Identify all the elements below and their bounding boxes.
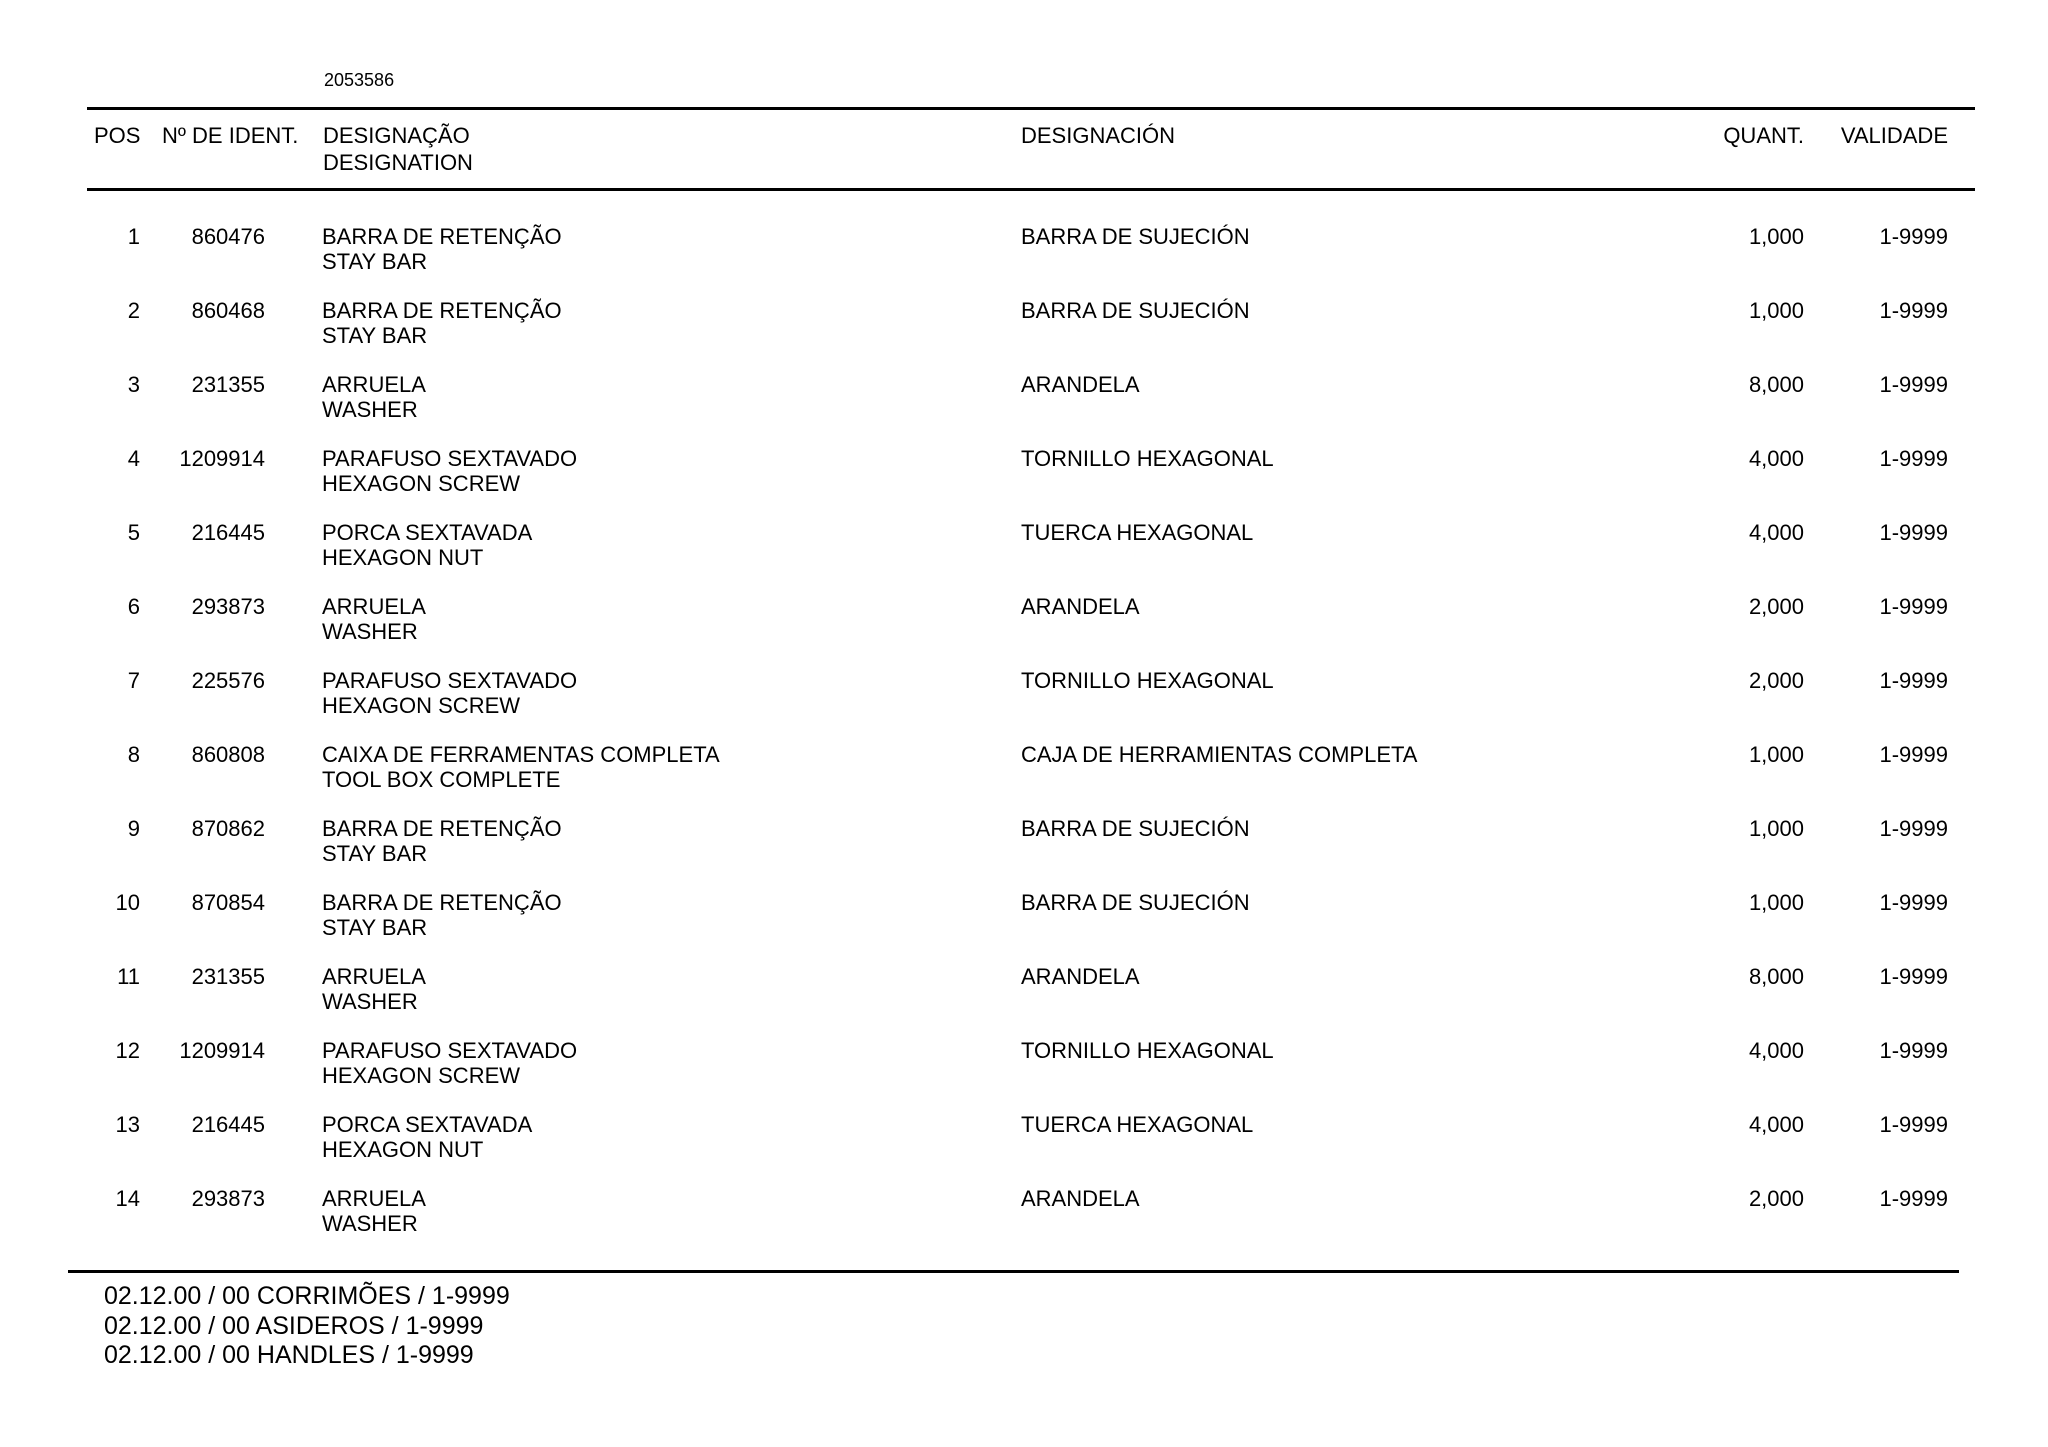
cell-quantity: 4,000 bbox=[1748, 520, 1804, 545]
cell-designation-en: STAY BAR bbox=[322, 841, 428, 866]
header-designation-pt-en bbox=[323, 122, 473, 176]
cell-validity: 1-9999 bbox=[1879, 964, 1948, 989]
cell-designation-es: BARRA DE SUJECIÓN bbox=[1021, 816, 1250, 841]
cell-ident: 1209914 bbox=[179, 446, 265, 471]
cell-pos: 11 bbox=[117, 964, 140, 989]
cell-designation-en: HEXAGON SCREW bbox=[322, 1063, 521, 1088]
cell-designation-es: BARRA DE SUJECIÓN bbox=[1021, 890, 1250, 915]
bottom-rule bbox=[68, 1270, 1959, 1273]
cell-validity: 1-9999 bbox=[1879, 372, 1948, 397]
header-designation-pt: DESIGNAÇÃO bbox=[323, 123, 470, 148]
cell-validity: 1-9999 bbox=[1879, 446, 1948, 471]
cell-designation-pt-en bbox=[322, 298, 1002, 348]
cell-designation-pt: PARAFUSO SEXTAVADO bbox=[322, 1038, 578, 1063]
parts-table-body bbox=[0, 224, 2048, 1260]
cell-ident: 231355 bbox=[191, 964, 265, 989]
cell-pos: 4 bbox=[127, 446, 140, 471]
cell-validity: 1-9999 bbox=[1879, 520, 1948, 545]
cell-designation-es: BARRA DE SUJECIÓN bbox=[1021, 224, 1250, 249]
cell-quantity: 8,000 bbox=[1748, 372, 1804, 397]
cell-ident: 216445 bbox=[191, 1112, 265, 1137]
cell-designation-pt-en bbox=[322, 372, 1002, 422]
footer-references bbox=[104, 1282, 510, 1371]
header-designation-en: DESIGNATION bbox=[323, 150, 473, 175]
table-row bbox=[0, 1112, 2048, 1186]
cell-designation-pt: PORCA SEXTAVADA bbox=[322, 520, 533, 545]
cell-designation-en: STAY BAR bbox=[322, 915, 428, 940]
cell-designation-en: TOOL BOX COMPLETE bbox=[322, 767, 561, 792]
table-row bbox=[0, 520, 2048, 594]
cell-designation-es: ARANDELA bbox=[1021, 372, 1140, 397]
table-row bbox=[0, 1038, 2048, 1112]
cell-quantity: 4,000 bbox=[1748, 1112, 1804, 1137]
cell-designation-es: TORNILLO HEXAGONAL bbox=[1021, 446, 1274, 471]
cell-ident: 870862 bbox=[191, 816, 265, 841]
top-rule bbox=[87, 107, 1975, 110]
cell-validity: 1-9999 bbox=[1879, 1186, 1948, 1211]
cell-quantity: 8,000 bbox=[1748, 964, 1804, 989]
footer-line: 02.12.00 / 00 HANDLES / 1-9999 bbox=[104, 1341, 474, 1369]
cell-validity: 1-9999 bbox=[1879, 1112, 1948, 1137]
cell-designation-pt: BARRA DE RETENÇÃO bbox=[322, 890, 562, 915]
cell-pos: 13 bbox=[115, 1112, 140, 1137]
cell-quantity: 2,000 bbox=[1748, 594, 1804, 619]
cell-pos: 9 bbox=[127, 816, 140, 841]
table-row bbox=[0, 594, 2048, 668]
cell-quantity: 4,000 bbox=[1748, 446, 1804, 471]
cell-designation-pt-en bbox=[322, 446, 1002, 496]
cell-designation-en: WASHER bbox=[322, 619, 418, 644]
cell-pos: 1 bbox=[127, 224, 140, 249]
cell-designation-es: ARANDELA bbox=[1021, 1186, 1140, 1211]
header-validity: VALIDADE bbox=[1840, 123, 1948, 148]
cell-designation-pt-en bbox=[322, 520, 1002, 570]
cell-designation-en: WASHER bbox=[322, 989, 418, 1014]
cell-validity: 1-9999 bbox=[1879, 224, 1948, 249]
cell-designation-pt: PARAFUSO SEXTAVADO bbox=[322, 668, 578, 693]
header-pos: POS bbox=[94, 123, 141, 148]
cell-ident: 216445 bbox=[191, 520, 265, 545]
cell-designation-pt-en bbox=[322, 890, 1002, 940]
cell-validity: 1-9999 bbox=[1879, 594, 1948, 619]
cell-designation-pt-en bbox=[322, 816, 1002, 866]
cell-designation-en: HEXAGON SCREW bbox=[322, 693, 521, 718]
table-row bbox=[0, 890, 2048, 964]
cell-designation-pt-en bbox=[322, 964, 1002, 1014]
table-row bbox=[0, 964, 2048, 1038]
cell-designation-es: TORNILLO HEXAGONAL bbox=[1021, 668, 1274, 693]
cell-designation-pt-en bbox=[322, 1112, 1002, 1162]
cell-designation-es: ARANDELA bbox=[1021, 964, 1140, 989]
cell-designation-en: HEXAGON NUT bbox=[322, 1137, 484, 1162]
cell-designation-pt: ARRUELA bbox=[322, 964, 426, 989]
table-row bbox=[0, 446, 2048, 520]
cell-pos: 5 bbox=[127, 520, 140, 545]
footer-line: 02.12.00 / 00 ASIDEROS / 1-9999 bbox=[104, 1311, 484, 1340]
cell-ident: 293873 bbox=[191, 594, 265, 619]
document-number: 2053586 bbox=[324, 70, 395, 90]
cell-quantity: 2,000 bbox=[1748, 668, 1804, 693]
cell-validity: 1-9999 bbox=[1879, 298, 1948, 323]
cell-designation-es: BARRA DE SUJECIÓN bbox=[1021, 298, 1250, 323]
cell-ident: 860468 bbox=[191, 298, 265, 323]
cell-validity: 1-9999 bbox=[1879, 816, 1948, 841]
cell-pos: 6 bbox=[127, 594, 140, 619]
cell-designation-pt: ARRUELA bbox=[322, 1186, 426, 1211]
cell-designation-pt: PORCA SEXTAVADA bbox=[322, 1112, 533, 1137]
cell-designation-es: CAJA DE HERRAMIENTAS COMPLETA bbox=[1021, 742, 1418, 767]
cell-pos: 7 bbox=[127, 668, 140, 693]
header-quantity: QUANT. bbox=[1723, 123, 1804, 148]
cell-ident: 860808 bbox=[191, 742, 265, 767]
cell-designation-pt-en bbox=[322, 1186, 1002, 1236]
cell-designation-en: WASHER bbox=[322, 397, 418, 422]
cell-ident: 1209914 bbox=[179, 1038, 265, 1063]
table-row bbox=[0, 742, 2048, 816]
cell-designation-pt-en bbox=[322, 224, 1002, 274]
cell-designation-en: STAY BAR bbox=[322, 249, 428, 274]
table-row bbox=[0, 816, 2048, 890]
cell-designation-pt: BARRA DE RETENÇÃO bbox=[322, 816, 562, 841]
cell-designation-pt: BARRA DE RETENÇÃO bbox=[322, 298, 562, 323]
cell-pos: 8 bbox=[127, 742, 140, 767]
cell-quantity: 1,000 bbox=[1748, 224, 1804, 249]
footer-line: 02.12.00 / 00 CORRIMÕES / 1-9999 bbox=[104, 1282, 510, 1310]
cell-quantity: 2,000 bbox=[1748, 1186, 1804, 1211]
cell-designation-pt: ARRUELA bbox=[322, 372, 426, 397]
header-designation-es: DESIGNACIÓN bbox=[1021, 123, 1176, 148]
cell-pos: 3 bbox=[127, 372, 140, 397]
header-rule bbox=[87, 188, 1975, 191]
cell-ident: 231355 bbox=[191, 372, 265, 397]
cell-designation-pt: ARRUELA bbox=[322, 594, 426, 619]
cell-designation-pt-en bbox=[322, 1038, 1002, 1088]
table-row bbox=[0, 372, 2048, 446]
cell-designation-es: ARANDELA bbox=[1021, 594, 1140, 619]
cell-quantity: 1,000 bbox=[1748, 816, 1804, 841]
cell-ident: 860476 bbox=[191, 224, 265, 249]
cell-validity: 1-9999 bbox=[1879, 742, 1948, 767]
cell-designation-en: HEXAGON NUT bbox=[322, 545, 484, 570]
cell-pos: 2 bbox=[127, 298, 140, 323]
cell-designation-es: TUERCA HEXAGONAL bbox=[1021, 520, 1254, 545]
cell-designation-en: HEXAGON SCREW bbox=[322, 471, 521, 496]
cell-quantity: 1,000 bbox=[1748, 298, 1804, 323]
cell-designation-pt: CAIXA DE FERRAMENTAS COMPLETA bbox=[322, 742, 720, 767]
table-row bbox=[0, 1186, 2048, 1260]
cell-validity: 1-9999 bbox=[1879, 668, 1948, 693]
cell-pos: 14 bbox=[115, 1186, 140, 1211]
cell-designation-en: WASHER bbox=[322, 1211, 418, 1236]
cell-ident: 225576 bbox=[191, 668, 265, 693]
cell-ident: 870854 bbox=[191, 890, 265, 915]
cell-validity: 1-9999 bbox=[1879, 1038, 1948, 1063]
table-row bbox=[0, 224, 2048, 298]
cell-designation-pt-en bbox=[322, 742, 1002, 792]
cell-designation-pt: PARAFUSO SEXTAVADO bbox=[322, 446, 578, 471]
cell-designation-pt-en bbox=[322, 594, 1002, 644]
cell-pos: 10 bbox=[115, 890, 140, 915]
cell-quantity: 1,000 bbox=[1748, 890, 1804, 915]
cell-designation-pt: BARRA DE RETENÇÃO bbox=[322, 224, 562, 249]
cell-ident: 293873 bbox=[191, 1186, 265, 1211]
cell-designation-pt-en bbox=[322, 668, 1002, 718]
cell-designation-es: TORNILLO HEXAGONAL bbox=[1021, 1038, 1274, 1063]
cell-designation-en: STAY BAR bbox=[322, 323, 428, 348]
table-row bbox=[0, 668, 2048, 742]
cell-designation-es: TUERCA HEXAGONAL bbox=[1021, 1112, 1254, 1137]
table-row bbox=[0, 298, 2048, 372]
cell-pos: 12 bbox=[115, 1038, 140, 1063]
cell-quantity: 1,000 bbox=[1748, 742, 1804, 767]
header-ident: Nº DE IDENT. bbox=[162, 123, 299, 148]
cell-validity: 1-9999 bbox=[1879, 890, 1948, 915]
cell-quantity: 4,000 bbox=[1748, 1038, 1804, 1063]
